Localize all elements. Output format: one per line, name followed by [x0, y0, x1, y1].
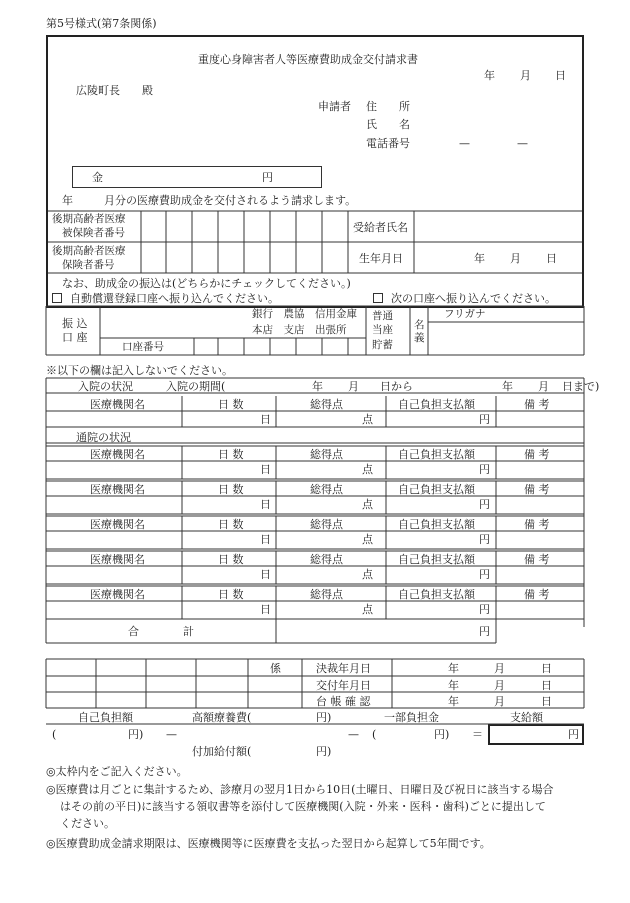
header-points: 総得点	[310, 398, 343, 411]
calc-high-cost-close: 円)	[316, 711, 332, 724]
unit-point: 点	[362, 533, 373, 546]
unit-day: 日	[260, 568, 271, 581]
name-label: 氏 名	[366, 118, 410, 131]
bank-types: 銀行 農協 信用金庫	[252, 308, 357, 320]
decision-date-label: 決裁年月日	[316, 662, 371, 675]
birth-year: 年	[474, 252, 485, 265]
header-institution: 医療機関名	[90, 588, 145, 601]
calc-high-cost: 高額療養費(	[192, 711, 252, 724]
decision-year: 年	[448, 662, 459, 675]
unit-yen: 円	[479, 498, 490, 511]
staff-label: 係	[270, 662, 281, 675]
footnote-2-end: ください。	[60, 817, 115, 830]
phone-separator-2: —	[517, 137, 528, 150]
unit-yen: 円	[479, 413, 490, 426]
header-copay: 自己負担支払額	[398, 553, 475, 566]
recipient-name-label: 受給者氏名	[353, 221, 408, 234]
unit-day: 日	[260, 498, 271, 511]
holder-label-2: 義	[414, 332, 425, 344]
issue-year: 年	[448, 679, 459, 692]
unit-day: 日	[260, 603, 271, 616]
footnote-2-cont: はその前の平日)に該当する領収書等を添付して医療機関(入院・外来・医科・歯科)ごとに提出して	[60, 800, 546, 813]
unit-point: 点	[362, 463, 373, 476]
amount-yen: 円	[262, 171, 273, 184]
unit-yen: 円	[479, 463, 490, 476]
inpatient-from: 日から	[380, 380, 413, 393]
unit-yen: 円	[479, 568, 490, 581]
unit-day: 日	[260, 413, 271, 426]
ledger-month: 月	[494, 695, 505, 708]
decision-month: 月	[494, 662, 505, 675]
request-text: 月分の医療費助成金を交付されるよう請求します。	[104, 194, 357, 207]
header-days: 日 数	[218, 448, 244, 461]
calc-minus-2: —	[348, 728, 359, 741]
transfer-note: なお、助成金の振込は(どちらかにチェックしてください。)	[62, 277, 351, 290]
footnote-2: ◎医療費は月ごとに集計するため、診療月の翌月1日から10日(土曜日、日曜日及び祝日に該当する場合	[46, 783, 554, 796]
unit-point: 点	[362, 498, 373, 511]
account-number-label: 口座番号	[122, 341, 164, 353]
amount-prefix: 金	[92, 171, 103, 184]
calc-paren-2: (	[372, 728, 377, 741]
address-label: 住 所	[366, 100, 410, 113]
note-do-not-fill: ※以下の欄は記入しないでください。	[46, 364, 233, 377]
header-points: 総得点	[310, 483, 343, 496]
ledger-year: 年	[448, 695, 459, 708]
total-yen: 円	[479, 625, 490, 638]
outpatient-status: 通院の状況	[76, 431, 131, 444]
header-days: 日 数	[218, 483, 244, 496]
insurer-number-label-1: 後期高齢者医療	[52, 245, 126, 257]
issue-month: 月	[494, 679, 505, 692]
birth-day: 日	[546, 252, 557, 265]
header-points: 総得点	[310, 588, 343, 601]
unit-point: 点	[362, 413, 373, 426]
calc-additional-close: 円)	[316, 745, 332, 758]
issue-day: 日	[541, 679, 552, 692]
applicant-label: 申請者	[318, 100, 351, 113]
addressee: 広陵町長 殿	[76, 84, 153, 97]
furigana-label: フリガナ	[444, 308, 486, 320]
inpatient-status: 入院の状況	[78, 380, 133, 393]
bank-branches: 本店 支店 出張所	[252, 324, 347, 336]
header-days: 日 数	[218, 518, 244, 531]
bank-label-1: 振 込	[62, 317, 88, 330]
unit-yen: 円	[479, 533, 490, 546]
unit-day: 日	[260, 463, 271, 476]
calc-copay: 自己負担額	[78, 711, 133, 724]
unit-point: 点	[362, 568, 373, 581]
decision-day: 日	[541, 662, 552, 675]
header-points: 総得点	[310, 448, 343, 461]
form-number: 第5号様式(第7条関係)	[46, 17, 157, 30]
header-copay: 自己負担支払額	[398, 448, 475, 461]
calc-partial: 一部負担金	[384, 711, 439, 724]
header-copay: 自己負担支払額	[398, 518, 475, 531]
unit-point: 点	[362, 603, 373, 616]
option-next-label: 次の口座へ振り込んでください。	[391, 292, 556, 305]
header-remarks: 備 考	[524, 398, 550, 411]
acct-type-ordinary: 普通	[372, 310, 393, 322]
inpatient-month: 月	[348, 380, 359, 393]
header-remarks: 備 考	[524, 553, 550, 566]
header-remarks: 備 考	[524, 588, 550, 601]
inpatient-year: 年	[312, 380, 323, 393]
calc-payment: 支給額	[510, 711, 543, 724]
header-remarks: 備 考	[524, 483, 550, 496]
header-institution: 医療機関名	[90, 553, 145, 566]
phone-separator-1: —	[459, 137, 470, 150]
acct-type-checking: 当座	[372, 324, 393, 336]
header-days: 日 数	[218, 588, 244, 601]
payment-yen: 円	[568, 728, 579, 741]
footnote-1: ◎太枠内をご記入ください。	[46, 765, 188, 778]
calc-copay-close: 円)	[128, 728, 144, 741]
calc-partial-close: 円)	[434, 728, 450, 741]
form-title: 重度心身障害者人等医療費助成金交付請求書	[198, 53, 418, 66]
inpatient-period: 入院の期間(	[166, 380, 226, 393]
phone-label: 電話番号	[366, 137, 410, 150]
header-institution: 医療機関名	[90, 483, 145, 496]
insured-number-label-2: 被保険者番号	[62, 227, 125, 239]
header-days: 日 数	[218, 398, 244, 411]
calc-minus-1: —	[166, 728, 177, 741]
acct-type-savings: 貯蓄	[372, 339, 393, 351]
birth-date-label: 生年月日	[359, 252, 403, 265]
insurer-number-label-2: 保険者番号	[62, 259, 115, 271]
header-institution: 医療機関名	[90, 448, 145, 461]
birth-month: 月	[510, 252, 521, 265]
header-copay: 自己負担支払額	[398, 483, 475, 496]
insured-number-label-1: 後期高齢者医療	[52, 213, 126, 225]
header-institution: 医療機関名	[90, 398, 145, 411]
calc-paren: (	[52, 728, 57, 741]
header-remarks: 備 考	[524, 448, 550, 461]
request-year: 年	[62, 194, 73, 207]
unit-day: 日	[260, 533, 271, 546]
issue-date-label: 交付年月日	[316, 679, 371, 692]
date-month: 月	[520, 69, 531, 82]
header-points: 総得点	[310, 518, 343, 531]
ledger-label: 台 帳 確 認	[316, 695, 371, 708]
header-points: 総得点	[310, 553, 343, 566]
header-copay: 自己負担支払額	[398, 588, 475, 601]
header-institution: 医療機関名	[90, 518, 145, 531]
inpatient-until: 日まで)	[562, 380, 600, 393]
footnote-3: ◎医療費助成金請求期限は、医療機関等に医療費を支払った翌日から起算して5年間です。	[46, 837, 491, 850]
bank-label-2: 口 座	[62, 331, 88, 344]
holder-label-1: 名	[414, 319, 425, 331]
header-copay: 自己負担支払額	[398, 398, 475, 411]
calc-equals: ＝	[472, 728, 483, 741]
header-remarks: 備 考	[524, 518, 550, 531]
date-day: 日	[555, 69, 566, 82]
inpatient-month2: 月	[538, 380, 549, 393]
ledger-day: 日	[541, 695, 552, 708]
option-auto-label: 自動償還登録口座へ振り込んでください。	[70, 292, 279, 305]
header-days: 日 数	[218, 553, 244, 566]
date-year: 年	[484, 69, 495, 82]
unit-yen: 円	[479, 603, 490, 616]
inpatient-year2: 年	[502, 380, 513, 393]
total-label: 合 計	[128, 625, 194, 638]
calc-additional: 付加給付額(	[192, 745, 252, 758]
